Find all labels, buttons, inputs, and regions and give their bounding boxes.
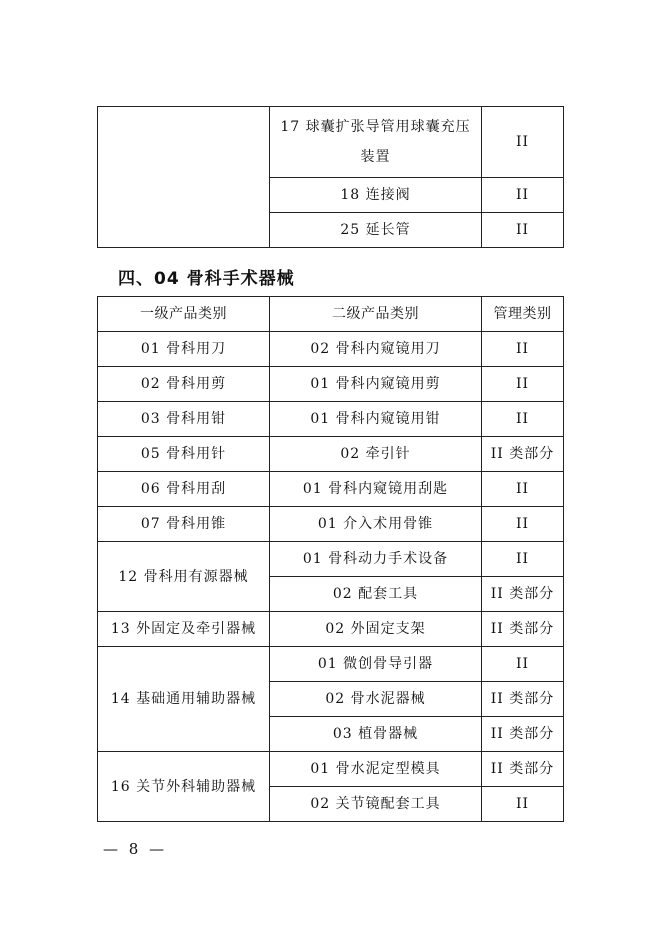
header-primary-category: 一级产品类别: [98, 297, 270, 332]
management-class-cell: II: [482, 647, 564, 682]
sub-category-cell: 01 骨科内窥镜用剪: [270, 367, 482, 402]
header-secondary-category: 二级产品类别: [270, 297, 482, 332]
table-row: [98, 332, 564, 367]
sub-category-cell: 18 连接阀: [270, 178, 482, 213]
primary-category-cell: 16 关节外科辅助器械: [98, 752, 270, 822]
table-row: [98, 107, 564, 178]
sub-category-cell: 02 关节镜配套工具: [270, 787, 482, 822]
management-class-cell: II: [482, 213, 564, 248]
primary-category-cell: 01 骨科用刀: [98, 332, 270, 367]
primary-category-cell: 07 骨科用锥: [98, 507, 270, 542]
management-class-cell: II 类部分: [482, 612, 564, 647]
management-class-cell: II 类部分: [482, 577, 564, 612]
section-heading: 四、04 骨科手术器械: [118, 269, 295, 289]
page-number: — 8 —: [103, 840, 168, 858]
management-class-cell: II: [482, 472, 564, 507]
primary-category-cell: 05 骨科用针: [98, 437, 270, 472]
management-class-cell: II: [482, 178, 564, 213]
table-row: [98, 647, 564, 682]
sub-category-cell: 02 配套工具: [270, 577, 482, 612]
management-class-cell: II: [482, 787, 564, 822]
sub-category-cell: 01 骨科动力手术设备: [270, 542, 482, 577]
sub-category-cell: 17 球囊扩张导管用球囊充压装置: [270, 107, 482, 178]
sub-category-cell: 01 骨科内窥镜用刮匙: [270, 472, 482, 507]
primary-category-cell: 14 基础通用辅助器械: [98, 647, 270, 752]
table-row: [98, 752, 564, 787]
management-class-cell: II: [482, 332, 564, 367]
primary-category-cell: 13 外固定及牵引器械: [98, 612, 270, 647]
table-row: [98, 472, 564, 507]
table-row: [98, 507, 564, 542]
sub-category-cell: 03 植骨器械: [270, 717, 482, 752]
management-class-cell: II 类部分: [482, 752, 564, 787]
management-class-cell: II: [482, 507, 564, 542]
primary-category-cell: 02 骨科用剪: [98, 367, 270, 402]
primary-category-cell: 03 骨科用钳: [98, 402, 270, 437]
primary-category-cell: [98, 107, 270, 248]
header-management-class: 管理类别: [482, 297, 564, 332]
table-row: [98, 402, 564, 437]
table-row: [98, 542, 564, 577]
sub-category-cell: 01 骨水泥定型模具: [270, 752, 482, 787]
management-class-cell: II: [482, 542, 564, 577]
sub-category-cell: 01 微创骨导引器: [270, 647, 482, 682]
sub-category-cell: 02 外固定支架: [270, 612, 482, 647]
header-row: [98, 297, 564, 332]
table-row: [98, 367, 564, 402]
primary-category-cell: 06 骨科用刮: [98, 472, 270, 507]
sub-category-cell: 01 骨科内窥镜用钳: [270, 402, 482, 437]
management-class-cell: II 类部分: [482, 717, 564, 752]
sub-category-cell: 25 延长管: [270, 213, 482, 248]
table-row: [98, 437, 564, 472]
sub-category-cell: 02 骨水泥器械: [270, 682, 482, 717]
sub-category-cell: 02 骨科内窥镜用刀: [270, 332, 482, 367]
continuation-table: [97, 106, 564, 248]
management-class-cell: II: [482, 402, 564, 437]
primary-category-cell: 12 骨科用有源器械: [98, 542, 270, 612]
sub-category-cell: 01 介入术用骨锥: [270, 507, 482, 542]
table-row: [98, 612, 564, 647]
management-class-cell: II: [482, 107, 564, 178]
management-class-cell: II 类部分: [482, 437, 564, 472]
orthopedic-instruments-table: [97, 296, 564, 822]
management-class-cell: II: [482, 367, 564, 402]
sub-category-cell: 02 牵引针: [270, 437, 482, 472]
management-class-cell: II 类部分: [482, 682, 564, 717]
